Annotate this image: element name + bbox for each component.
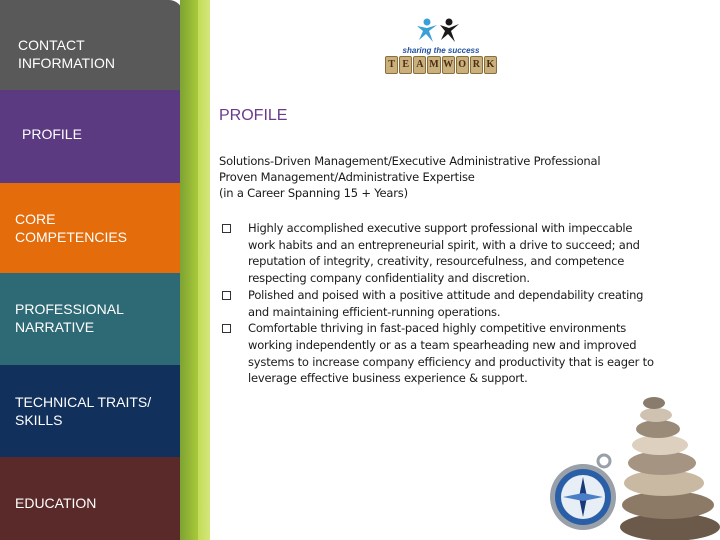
bullet-text: Highly accomplished executive support professional with impeccable work habits and an entrepreneurial spirit, with a drive to succeed; and reputation of integrity, creativity, resourcefulness, and competence respecting company confidentiality and discretion. — [248, 221, 640, 286]
nav-item-label: PROFESSIONAL NARRATIVE — [15, 301, 124, 335]
nav-item-label: CORE COMPETENCIES — [15, 211, 128, 245]
logo-tile: E — [399, 56, 412, 74]
profile-bullet-list — [219, 220, 659, 387]
square-bullet-icon — [222, 324, 231, 333]
logo-tiles — [385, 56, 497, 74]
people-figures-icon — [413, 18, 463, 44]
bullet-text: Comfortable thriving in fast-paced highly competitive environments working independently or as a team spearheading new and improved systems to increase company efficiency and productivity that is eager to leverage effective business experience & support. — [248, 321, 654, 386]
page-title: PROFILE — [219, 107, 288, 124]
nav-item-label: TECHNICAL TRAITS/ SKILLS — [15, 394, 152, 428]
subtitle-line: Proven Management/Administrative Expertise — [219, 170, 475, 184]
square-bullet-icon — [222, 224, 231, 233]
logo-tile: T — [385, 56, 398, 74]
nav-item-education[interactable] — [0, 457, 183, 540]
nav-item-core-competencies[interactable] — [0, 183, 183, 273]
square-bullet-icon — [222, 291, 231, 300]
list-item — [219, 287, 659, 320]
stones-compass-image — [538, 365, 720, 540]
subtitle-line: Solutions-Driven Management/Executive Administrative Professional — [219, 154, 601, 168]
bullet-text: Polished and poised with a positive attitude and dependability creating and maintaining efficient-running operations. — [248, 287, 644, 319]
logo-tile: K — [484, 56, 497, 74]
list-item — [219, 220, 659, 287]
logo-tile: O — [456, 56, 469, 74]
nav-item-contact-information[interactable] — [0, 0, 183, 90]
nav-item-profile[interactable] — [0, 90, 183, 183]
subtitle-line: (in a Career Spanning 15 + Years) — [219, 186, 408, 200]
logo-tile: R — [470, 56, 483, 74]
logo-tile: W — [442, 56, 455, 74]
sidebar-nav — [0, 0, 185, 540]
nav-item-technical-traits-skills[interactable] — [0, 365, 183, 457]
logo-tile: A — [413, 56, 426, 74]
nav-item-professional-narrative[interactable] — [0, 273, 183, 365]
nav-item-label: CONTACT INFORMATION — [18, 37, 115, 71]
decorative-divider — [180, 0, 210, 540]
nav-item-label: EDUCATION — [15, 495, 97, 511]
profile-subtitle — [219, 153, 679, 201]
logo-tagline: sharing the success — [402, 46, 480, 55]
nav-item-label: PROFILE — [22, 126, 82, 142]
compass-icon — [550, 455, 616, 530]
teamwork-logo — [385, 18, 497, 78]
logo-tile: M — [427, 56, 440, 74]
